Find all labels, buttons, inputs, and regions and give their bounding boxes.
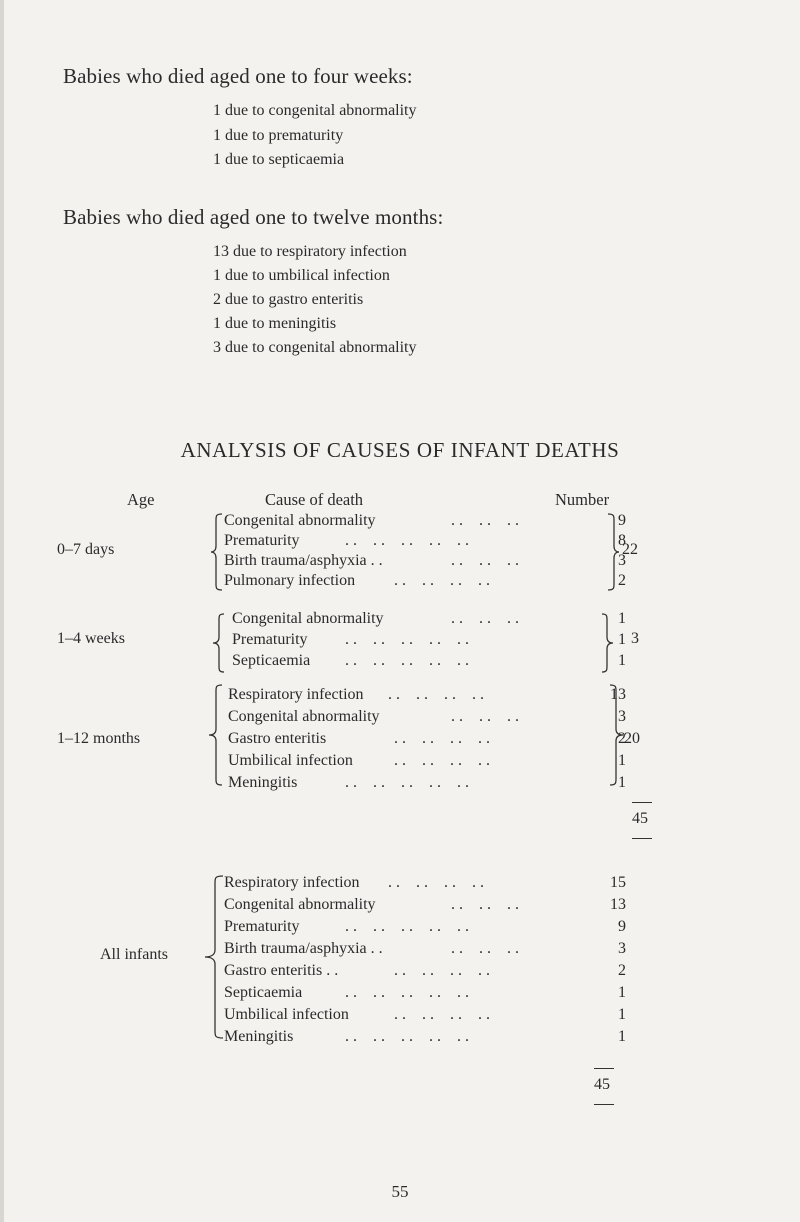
- grand-total: 45: [632, 810, 648, 827]
- cause-cell: Prematurity: [224, 918, 300, 935]
- number-cell: 1: [618, 1006, 626, 1023]
- leader-dots: . . . . . .: [451, 512, 519, 529]
- leader-dots: . . . . . . . .: [394, 962, 490, 979]
- number-cell: 1: [618, 652, 626, 669]
- leader-dots: . . . . . . . . . .: [345, 652, 469, 669]
- cause-cell: Birth trauma/asphyxia . .: [224, 552, 383, 569]
- group-age-label: 1–12 months: [57, 730, 141, 747]
- number-cell: 1: [618, 752, 626, 769]
- number-cell: 8: [618, 532, 626, 549]
- number-cell: 15: [610, 874, 626, 891]
- number-cell: 9: [618, 918, 626, 935]
- group-subtotal: 22: [622, 541, 638, 558]
- leader-dots: . . . . . . . . . .: [345, 631, 469, 648]
- cause-cell: Respiratory infection: [228, 686, 364, 703]
- page-number: 55: [391, 1182, 409, 1201]
- number-cell: 1: [618, 774, 626, 791]
- number-cell: 2: [618, 572, 626, 589]
- group-subtotal: 20: [624, 730, 640, 747]
- analysis-title: ANALYSIS OF CAUSES OF INFANT DEATHS: [180, 438, 620, 462]
- cause-cell: Septicaemia: [224, 984, 303, 1001]
- total-rule-bottom: [632, 838, 652, 839]
- number-cell: 1: [618, 1028, 626, 1045]
- leader-dots: . . . . . .: [451, 896, 519, 913]
- all-infants-rule-bottom: [594, 1104, 614, 1105]
- leader-dots: . . . . . .: [451, 610, 519, 627]
- leader-dots: . . . . . . . .: [388, 874, 484, 891]
- cause-cell: Gastro enteritis . .: [224, 962, 339, 979]
- all-infants-left-brace: [204, 874, 226, 1040]
- section1-item: 1 due to prematurity: [213, 127, 344, 144]
- section2-item: 1 due to umbilical infection: [213, 267, 390, 284]
- group-right-brace: [606, 512, 620, 592]
- leader-dots: . . . . . . . . . .: [345, 984, 469, 1001]
- number-cell: 3: [618, 552, 626, 569]
- section2-item: 3 due to congenital abnormality: [213, 339, 417, 356]
- cause-cell: Respiratory infection: [224, 874, 360, 891]
- cause-cell: Congenital abnormality: [232, 610, 384, 627]
- cause-cell: Gastro enteritis: [228, 730, 327, 747]
- number-cell: 2: [618, 962, 626, 979]
- leader-dots: . . . . . . . . . .: [345, 918, 469, 935]
- cause-cell: Prematurity: [232, 631, 308, 648]
- section1-item: 1 due to septicaemia: [213, 151, 345, 168]
- section1-heading: Babies who died aged one to four weeks:: [63, 64, 413, 88]
- number-cell: 3: [618, 708, 626, 725]
- number-cell: 9: [618, 512, 626, 529]
- column-header-age: Age: [127, 490, 155, 509]
- section2-item: 13 due to respiratory infection: [213, 243, 407, 260]
- group-left-brace: [212, 612, 226, 674]
- all-infants-rule-top: [594, 1068, 614, 1069]
- cause-cell: Umbilical infection: [224, 1006, 349, 1023]
- number-cell: 1: [618, 984, 626, 1001]
- leader-dots: . . . . . . . .: [388, 686, 484, 703]
- leader-dots: . . . . . . . .: [394, 1006, 490, 1023]
- section2-item: 2 due to gastro enteritis: [213, 291, 364, 308]
- total-rule-top: [632, 802, 652, 803]
- cause-cell: Meningitis: [224, 1028, 294, 1045]
- leader-dots: . . . . . . . .: [394, 752, 490, 769]
- group-left-brace: [210, 512, 224, 592]
- section2-heading: Babies who died aged one to twelve months:: [63, 205, 444, 229]
- cause-cell: Umbilical infection: [228, 752, 353, 769]
- group-age-label: 1–4 weeks: [57, 630, 125, 647]
- leader-dots: . . . . . .: [451, 940, 519, 957]
- leader-dots: . . . . . . . . . .: [345, 1028, 469, 1045]
- cause-cell: Meningitis: [228, 774, 298, 791]
- cause-cell: Pulmonary infection: [224, 572, 356, 589]
- leader-dots: . . . . . . . . . .: [345, 774, 469, 791]
- cause-cell: Congenital abnormality: [224, 896, 376, 913]
- number-cell: 1: [618, 610, 626, 627]
- section1-item: 1 due to congenital abnormality: [213, 102, 417, 119]
- number-cell: 2: [618, 730, 626, 747]
- number-cell: 13: [610, 896, 626, 913]
- leader-dots: . . . . . . . .: [394, 572, 490, 589]
- all-infants-label: All infants: [100, 946, 168, 963]
- leader-dots: . . . . . . . . . .: [345, 532, 469, 549]
- all-infants-total: 45: [594, 1076, 610, 1093]
- cause-cell: Congenital abnormality: [224, 512, 376, 529]
- group-subtotal: 3: [631, 630, 639, 647]
- column-header-cause: Cause of death: [265, 490, 364, 509]
- group-right-brace: [608, 683, 624, 787]
- cause-cell: Congenital abnormality: [228, 708, 380, 725]
- group-right-brace: [600, 612, 614, 674]
- leader-dots: . . . . . .: [451, 708, 519, 725]
- leader-dots: . . . . . .: [451, 552, 519, 569]
- column-header-number: Number: [555, 490, 610, 509]
- cause-cell: Prematurity: [224, 532, 300, 549]
- cause-cell: Birth trauma/asphyxia . .: [224, 940, 383, 957]
- leader-dots: . . . . . . . .: [394, 730, 490, 747]
- cause-cell: Septicaemia: [232, 652, 311, 669]
- group-left-brace: [208, 683, 224, 787]
- group-age-label: 0–7 days: [57, 541, 115, 558]
- number-cell: 1: [618, 631, 626, 648]
- page-edge-shadow: [0, 0, 4, 1222]
- number-cell: 3: [618, 940, 626, 957]
- number-cell: 13: [610, 686, 626, 703]
- section2-item: 1 due to meningitis: [213, 315, 337, 332]
